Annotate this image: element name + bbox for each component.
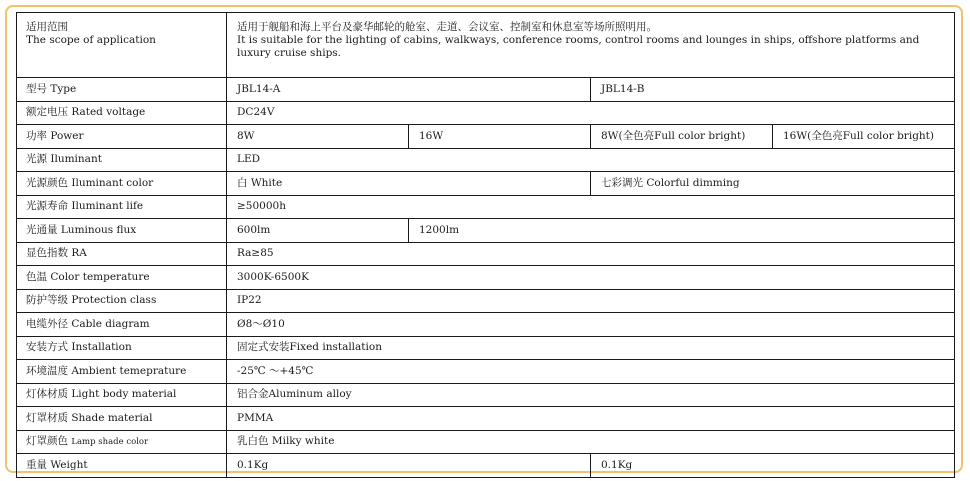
value-ambient: -25℃ ～+45℃ bbox=[227, 360, 955, 384]
value-power-b2: 16W(全色亮Full color bright) bbox=[773, 125, 955, 149]
value-type-b: JBL14-B bbox=[591, 78, 955, 102]
value-shade-color: 乳白色 Milky white bbox=[227, 430, 955, 454]
value-flux-a1: 600lm bbox=[227, 219, 409, 243]
row-flux bbox=[17, 219, 955, 243]
value-power-a1: 8W bbox=[227, 125, 409, 149]
value-scope bbox=[227, 13, 955, 78]
row-ra bbox=[17, 242, 955, 266]
label-installation: 安装方式 Installation bbox=[17, 336, 227, 360]
value-flux-a2: 1200lm bbox=[409, 219, 955, 243]
label-ra: 显色指数 RA bbox=[17, 242, 227, 266]
value-voltage: DC24V bbox=[227, 101, 955, 125]
value-scope-cn: 适用于舰船和海上平台及豪华邮轮的舱室、走道、会议室、控制室和休息室等场所照明用。 bbox=[237, 21, 657, 33]
row-weight bbox=[17, 454, 955, 478]
row-shade-color bbox=[17, 430, 955, 454]
value-life: ≥50000h bbox=[227, 195, 955, 219]
label-shade-color-cn: 灯罩颜色 bbox=[26, 434, 68, 447]
value-body-material: 铝合金Aluminum alloy bbox=[227, 383, 955, 407]
row-scope bbox=[17, 13, 955, 78]
label-cable: 电缆外径 Cable diagram bbox=[17, 313, 227, 337]
value-illuminant: LED bbox=[227, 148, 955, 172]
value-type-a: JBL14-A bbox=[227, 78, 591, 102]
row-body-material bbox=[17, 383, 955, 407]
row-ambient bbox=[17, 360, 955, 384]
label-type: 型号 Type bbox=[17, 78, 227, 102]
value-color-temp: 3000K-6500K bbox=[227, 266, 955, 290]
value-weight-b: 0.1Kg bbox=[591, 454, 955, 478]
label-shade-material: 灯罩材质 Shade material bbox=[17, 407, 227, 431]
row-shade-material bbox=[17, 407, 955, 431]
label-protection: 防护等级 Protection class bbox=[17, 289, 227, 313]
row-voltage bbox=[17, 101, 955, 125]
label-life: 光源寿命 Iluminant life bbox=[17, 195, 227, 219]
spec-table bbox=[16, 12, 955, 478]
value-power-a2: 16W bbox=[409, 125, 591, 149]
value-shade-material: PMMA bbox=[227, 407, 955, 431]
row-installation bbox=[17, 336, 955, 360]
value-illuminant-color-a: 白 White bbox=[227, 172, 591, 196]
row-illuminant-color bbox=[17, 172, 955, 196]
label-weight: 重量 Weight bbox=[17, 454, 227, 478]
value-ra: Ra≥85 bbox=[227, 242, 955, 266]
row-cable bbox=[17, 313, 955, 337]
label-scope bbox=[17, 13, 227, 78]
row-type bbox=[17, 78, 955, 102]
row-life bbox=[17, 195, 955, 219]
label-color-temp: 色温 Color temperature bbox=[17, 266, 227, 290]
label-scope-en: The scope of application bbox=[26, 34, 156, 46]
value-protection: IP22 bbox=[227, 289, 955, 313]
label-ambient: 环境温度 Ambient temeprature bbox=[17, 360, 227, 384]
label-illuminant-color: 光源颜色 Iluminant color bbox=[17, 172, 227, 196]
label-flux: 光通量 Luminous flux bbox=[17, 219, 227, 243]
value-scope-en: It is suitable for the lighting of cabins, walkways, conference rooms, control rooms and lounges in ships, offshore platforms and luxury cruise ships. bbox=[237, 34, 920, 59]
value-cable: Ø8～Ø10 bbox=[227, 313, 955, 337]
value-power-b1: 8W(全色亮Full color bright) bbox=[591, 125, 773, 149]
row-power bbox=[17, 125, 955, 149]
label-voltage: 额定电压 Rated voltage bbox=[17, 101, 227, 125]
label-power: 功率 Power bbox=[17, 125, 227, 149]
label-shade-color-en: Lamp shade color bbox=[71, 436, 149, 447]
value-illuminant-color-b: 七彩调光 Colorful dimming bbox=[591, 172, 955, 196]
row-protection bbox=[17, 289, 955, 313]
label-scope-cn: 适用范围 bbox=[26, 21, 68, 33]
value-installation: 固定式安装Fixed installation bbox=[227, 336, 955, 360]
label-shade-color bbox=[17, 430, 227, 454]
row-color-temp bbox=[17, 266, 955, 290]
label-body-material: 灯体材质 Light body material bbox=[17, 383, 227, 407]
row-illuminant bbox=[17, 148, 955, 172]
label-illuminant: 光源 Iluminant bbox=[17, 148, 227, 172]
value-weight-a: 0.1Kg bbox=[227, 454, 591, 478]
